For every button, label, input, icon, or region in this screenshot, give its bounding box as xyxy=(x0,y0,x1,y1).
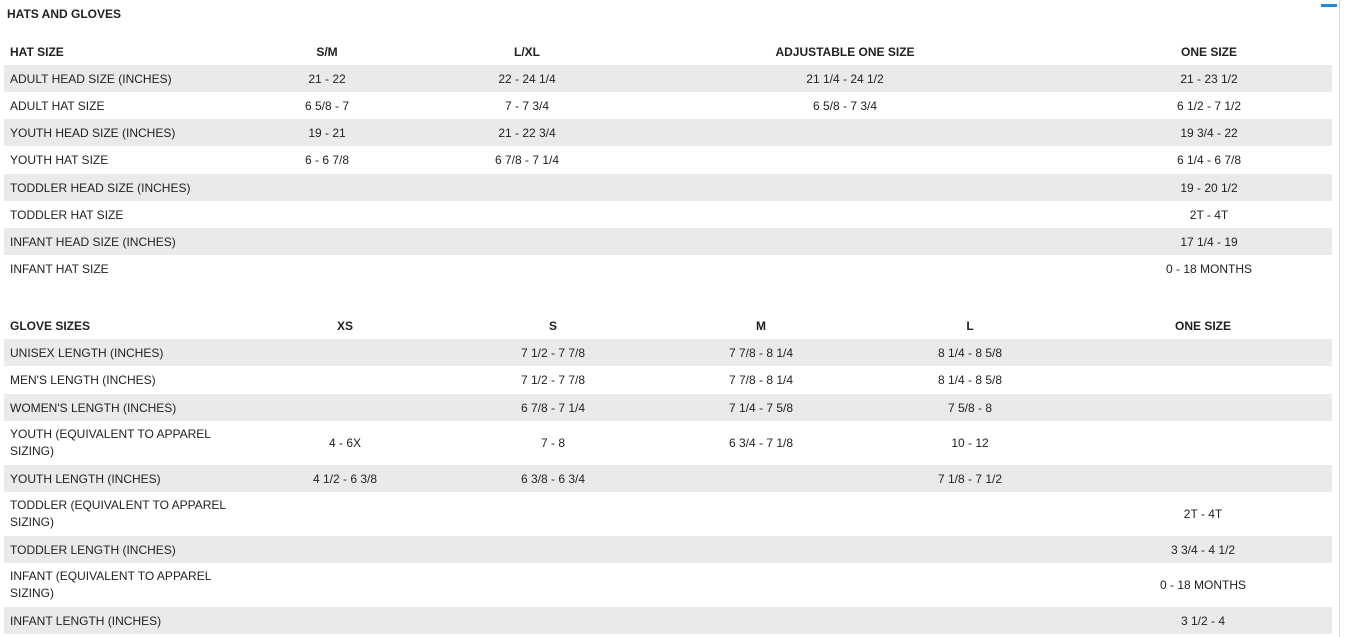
table-cell: 4 - 6X xyxy=(328,435,361,450)
table-row xyxy=(4,607,1332,634)
table-cell: 6 5/8 - 7 xyxy=(304,98,350,113)
table-cell: 6 - 6 7/8 xyxy=(304,153,350,167)
table-cell xyxy=(450,563,656,607)
table-row xyxy=(4,366,1332,394)
table-cell xyxy=(450,255,604,282)
table-cell: 6 3/8 - 6 3/4 xyxy=(450,465,656,492)
table-cell: 4 1/2 - 6 3/8 xyxy=(240,465,450,492)
table-header-row xyxy=(4,38,1332,65)
column-header: ADJUSTABLE ONE SIZE xyxy=(775,44,915,59)
table-cell: 21 1/4 - 24 1/2 xyxy=(604,65,1086,92)
table-cell xyxy=(604,228,1086,255)
table-cell xyxy=(656,607,866,634)
table-cell xyxy=(240,394,450,421)
row-label: YOUTH (EQUIVALENT TO APPAREL SIZING) xyxy=(10,427,211,458)
table-row xyxy=(4,201,1332,228)
table-row xyxy=(4,421,1332,465)
table-cell: 17 1/4 - 19 xyxy=(1086,228,1332,255)
row-label: WOMEN'S LENGTH (INCHES) xyxy=(4,394,240,421)
table-cell: 8 1/4 - 8 5/8 xyxy=(937,373,1003,387)
table-cell: 3 1/2 - 4 xyxy=(1074,607,1332,634)
table-cell xyxy=(604,119,1086,146)
table-cell: 22 - 24 1/4 xyxy=(450,65,604,92)
table-cell xyxy=(604,201,1086,228)
row-label: INFANT HEAD SIZE (INCHES) xyxy=(4,228,204,255)
row-label: YOUTH HAT SIZE xyxy=(10,153,109,167)
collapse-toggle-button[interactable] xyxy=(1321,0,1337,12)
row-label: INFANT (EQUIVALENT TO APPAREL SIZING) xyxy=(10,569,211,600)
table-cell xyxy=(240,366,450,394)
section-title: HATS AND GLOVES xyxy=(7,7,122,21)
table-cell xyxy=(1074,366,1332,394)
table-cell: 10 - 12 xyxy=(951,435,989,450)
table-row xyxy=(4,563,1332,607)
table-cell xyxy=(604,255,1086,282)
table-cell: 7 1/4 - 7 5/8 xyxy=(656,394,866,421)
table-cell: 7 7/8 - 8 1/4 xyxy=(728,373,794,387)
column-header: L/XL xyxy=(514,44,540,59)
table-cell xyxy=(450,607,656,634)
table-cell: 7 1/2 - 7 7/8 xyxy=(450,339,656,366)
row-label: ADULT HAT SIZE xyxy=(10,98,105,113)
column-header: S/M xyxy=(316,44,338,59)
table-cell: 0 - 18 MONTHS xyxy=(1159,577,1246,592)
table-cell xyxy=(240,536,450,563)
table-cell: 19 3/4 - 22 xyxy=(1086,119,1332,146)
table-row xyxy=(4,65,1332,92)
row-label: YOUTH LENGTH (INCHES) xyxy=(4,465,240,492)
scrollbar-track[interactable] xyxy=(1339,0,1340,637)
table-cell: 6 1/4 - 6 7/8 xyxy=(1176,153,1242,167)
table-cell xyxy=(656,492,866,536)
table-cell xyxy=(1074,421,1332,465)
table-cell: 8 1/4 - 8 5/8 xyxy=(866,339,1074,366)
table-header-row xyxy=(4,312,1332,339)
table-cell: 7 5/8 - 8 xyxy=(866,394,1074,421)
table-row xyxy=(4,255,1332,282)
table-cell xyxy=(240,563,450,607)
column-header: ONE SIZE xyxy=(1174,318,1231,333)
column-header: ONE SIZE xyxy=(1180,44,1237,59)
glove-size-table xyxy=(4,312,1332,634)
table-cell: 6 3/4 - 7 1/8 xyxy=(728,435,794,450)
table-cell: 7 - 7 3/4 xyxy=(504,98,550,113)
column-header: S xyxy=(548,318,557,333)
table-row xyxy=(4,492,1332,536)
table-cell xyxy=(450,201,604,228)
table-cell: 6 1/2 - 7 1/2 xyxy=(1176,98,1242,113)
row-label: YOUTH HEAD SIZE (INCHES) xyxy=(4,119,204,146)
table-cell xyxy=(866,563,1074,607)
row-label: MEN'S LENGTH (INCHES) xyxy=(10,373,156,387)
column-header: GLOVE SIZES xyxy=(10,318,91,333)
table-cell xyxy=(204,255,450,282)
table-cell xyxy=(450,492,656,536)
hat-size-table xyxy=(4,38,1332,282)
table-cell xyxy=(866,492,1074,536)
table-cell xyxy=(1074,465,1332,492)
table-cell: 19 - 21 xyxy=(204,119,450,146)
table-cell xyxy=(450,174,604,201)
table-cell xyxy=(204,201,450,228)
row-label: UNISEX LENGTH (INCHES) xyxy=(4,339,240,366)
table-row xyxy=(4,536,1332,563)
table-row xyxy=(4,394,1332,421)
table-cell: 0 - 18 MONTHS xyxy=(1165,261,1252,276)
row-label: TODDLER LENGTH (INCHES) xyxy=(4,536,240,563)
table-cell xyxy=(656,465,866,492)
table-cell xyxy=(604,146,1086,174)
table-row xyxy=(4,339,1332,366)
table-cell xyxy=(656,563,866,607)
row-label: TODDLER (EQUIVALENT TO APPAREL SIZING) xyxy=(10,498,226,529)
table-cell xyxy=(450,228,604,255)
table-cell xyxy=(656,536,866,563)
row-label: INFANT LENGTH (INCHES) xyxy=(4,607,240,634)
table-cell: 2T - 4T xyxy=(1183,506,1223,521)
table-cell: 3 3/4 - 4 1/2 xyxy=(1074,536,1332,563)
table-cell xyxy=(866,607,1074,634)
row-label: TODDLER HEAD SIZE (INCHES) xyxy=(4,174,204,201)
table-cell: 6 5/8 - 7 3/4 xyxy=(812,98,878,113)
table-cell xyxy=(450,536,656,563)
table-cell: 21 - 22 xyxy=(204,65,450,92)
table-row xyxy=(4,92,1332,119)
table-cell: 6 7/8 - 7 1/4 xyxy=(494,153,560,167)
table-cell xyxy=(866,536,1074,563)
table-cell: 19 - 20 1/2 xyxy=(1086,174,1332,201)
table-cell: 21 - 22 3/4 xyxy=(450,119,604,146)
column-header: L xyxy=(966,318,974,333)
table-cell xyxy=(240,339,450,366)
table-row xyxy=(4,465,1332,492)
row-label: TODDLER HAT SIZE xyxy=(10,207,124,222)
column-header: HAT SIZE xyxy=(10,44,64,59)
table-row xyxy=(4,228,1332,255)
table-cell xyxy=(240,492,450,536)
table-cell: 2T - 4T xyxy=(1189,207,1229,222)
table-cell: 7 1/8 - 7 1/2 xyxy=(866,465,1074,492)
table-row xyxy=(4,119,1332,146)
table-cell: 7 1/2 - 7 7/8 xyxy=(520,373,586,387)
row-label: ADULT HEAD SIZE (INCHES) xyxy=(4,65,204,92)
column-header: M xyxy=(756,318,766,333)
table-row xyxy=(4,146,1332,174)
table-cell xyxy=(1074,339,1332,366)
table-cell xyxy=(240,607,450,634)
table-cell xyxy=(204,174,450,201)
column-header: XS xyxy=(336,318,353,333)
table-cell xyxy=(204,228,450,255)
table-cell: 7 7/8 - 8 1/4 xyxy=(656,339,866,366)
minus-icon xyxy=(1321,4,1337,7)
row-label: INFANT HAT SIZE xyxy=(10,261,109,276)
table-row xyxy=(4,174,1332,201)
table-cell: 21 - 23 1/2 xyxy=(1086,65,1332,92)
table-cell xyxy=(1074,394,1332,421)
table-cell: 6 7/8 - 7 1/4 xyxy=(450,394,656,421)
table-cell: 7 - 8 xyxy=(540,435,565,450)
table-cell xyxy=(604,174,1086,201)
